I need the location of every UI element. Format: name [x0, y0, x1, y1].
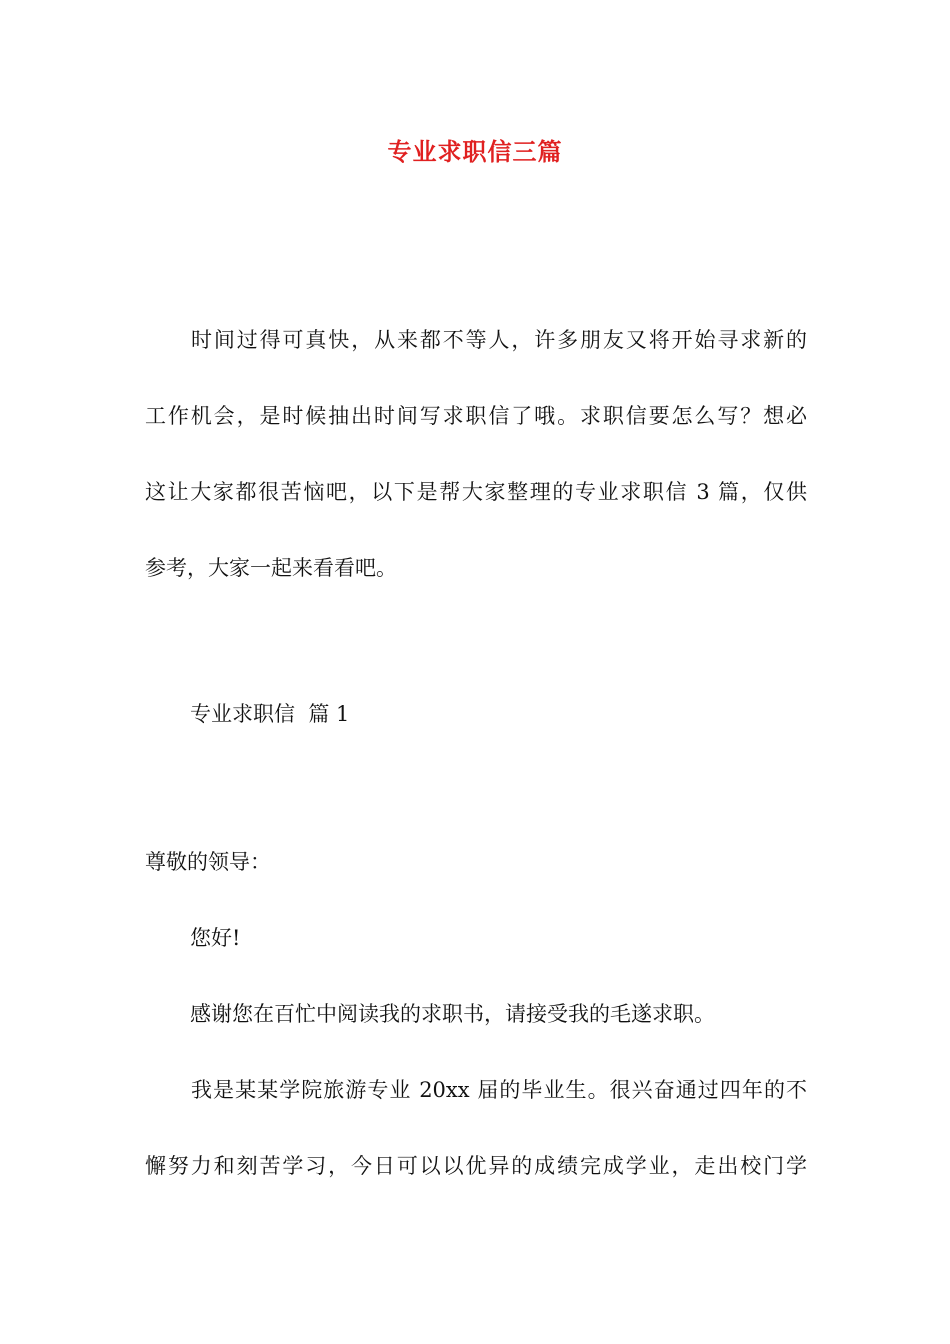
intro-line: 时间过得可真快，从来都不等人，许多朋友又将开始寻求新的	[191, 328, 807, 352]
intro-paragraph	[145, 302, 807, 606]
intro-line: 工作机会，是时候抽出时间写求职信了哦。求职信要怎么写？想必	[145, 404, 807, 428]
intro-line: 这让大家都很苦恼吧，以下是帮大家整理的专业求职信 3 篇，仅供	[145, 480, 807, 504]
body-paragraph	[145, 1052, 807, 1204]
thanks-line: 感谢您在百忙中阅读我的求职书，请接受我的毛遂求职。	[190, 1002, 715, 1026]
body-line: 我是某某学院旅游专业 20xx 届的毕业生。很兴奋通过四年的不	[191, 1078, 807, 1102]
section-heading: 专业求职信 篇 1	[190, 702, 350, 726]
intro-line: 参考，大家一起来看看吧。	[145, 556, 397, 580]
greeting: 您好!	[190, 926, 241, 950]
body-line: 懈努力和刻苦学习，今日可以以优异的成绩完成学业，走出校门学	[145, 1154, 807, 1178]
salutation: 尊敬的领导：	[145, 850, 271, 874]
document-title: 专业求职信三篇	[387, 137, 563, 166]
